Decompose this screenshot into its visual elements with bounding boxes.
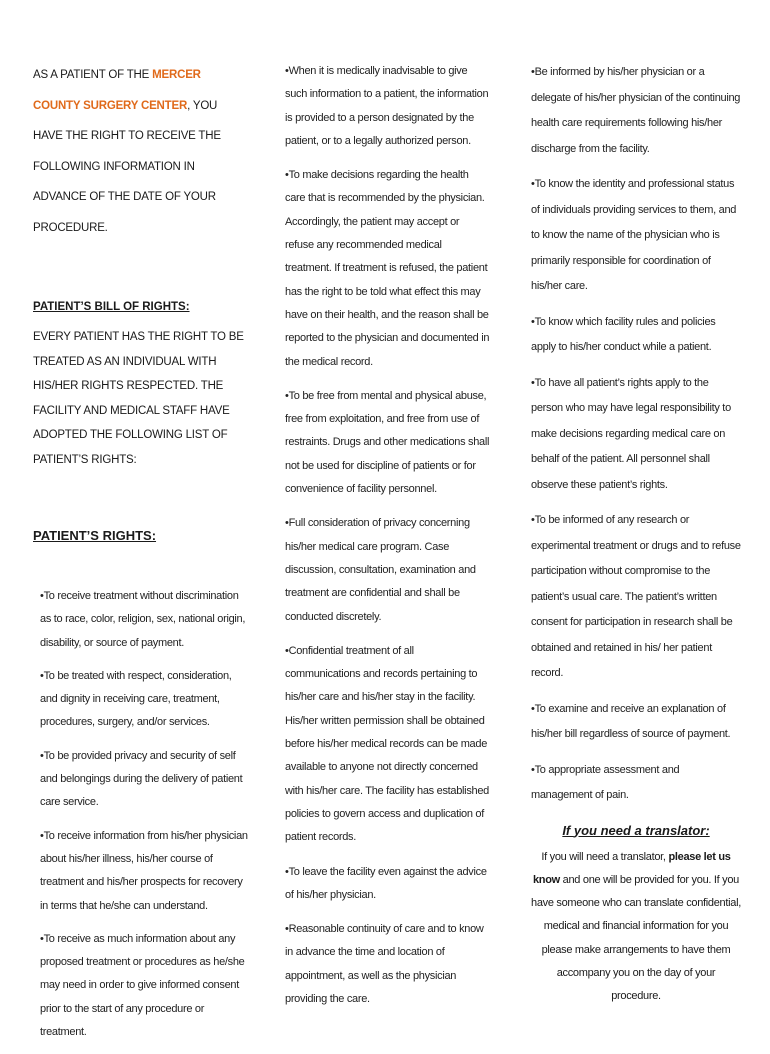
rights-item: • To receive as much information about any proposed treatment or procedures as he/she may need in order to give informed consent prior to the start of any procedure or treatment. <box>40 928 248 1044</box>
bill-of-rights-statement: EVERY PATIENT HAS THE RIGHT TO BE TREATED AS AN INDIVIDUAL WITH HIS/HER RIGHTS RESPECTED. THE FACILITY AND MEDICAL STAFF HAVE ADOPTED THE FOLLOWING LIST OF PATIENT’S RIGHTS: <box>33 331 244 466</box>
rights-item: • When it is medically inadvisable to give such information to a patient, the information is provided to a person designated by the patient, or to a legally authorized person. <box>285 60 490 153</box>
intro-text <box>33 60 248 243</box>
right-column <box>531 60 741 1009</box>
translator-text <box>531 846 741 1009</box>
left-column <box>33 60 248 1054</box>
patient-rights-heading: PATIENT’S RIGHTS: <box>33 528 157 543</box>
rights-item: • Reasonable continuity of care and to know in advance the time and location of appointment, as well as the physician providing the care. <box>285 918 490 1011</box>
rights-item: • To appropriate assessment and management of pain. <box>531 758 741 809</box>
rights-item: • To know the identity and professional status of individuals providing services to them, and to know the name of the physician who is primarily responsible for coordination of his/her care. <box>531 172 741 300</box>
rights-item: • To receive information from his/her physician about his/her illness, his/her course of treatment and his/her prospects for recovery in terms that he/she can understand. <box>40 825 248 918</box>
rights-item: • To know which facility rules and policies apply to his/her conduct while a patient. <box>531 310 741 361</box>
rights-item: • To be treated with respect, consideration, and dignity in receiving care, treatment, procedures, surgery, and/or services. <box>40 665 248 735</box>
facility-name: MERCER COUNTY SURGERY CENTER <box>33 69 201 112</box>
middle-column <box>285 60 490 1022</box>
rights-item: • Be informed by his/her physician or a delegate of his/her physician of the continuing health care requirements following his/her discharge from the facility. <box>531 60 741 162</box>
rights-list-col3 <box>531 60 741 809</box>
translator-heading: If you need a translator: <box>562 822 710 838</box>
rights-item: • To be informed of any research or experimental treatment or drugs and to refuse participation without compromise to the patient’s usual care. The patient’s written consent for participation in research shall be obtained and retained in his/ her patient record. <box>531 508 741 687</box>
rights-list-col2 <box>285 60 490 1011</box>
rights-item: • Full consideration of privacy concerning his/her medical care program. Case discussion, consultation, examination and treatment are confidential and shall be conducted discretely. <box>285 512 490 628</box>
rights-item: • To have all patient’s rights apply to the person who may have legal responsibility to make decisions regarding medical care on behalf of the patient. All personnel shall observe these patient’s rights. <box>531 371 741 499</box>
rights-item: • To examine and receive an explanation of his/her bill regardless of source of payment. <box>531 697 741 748</box>
translator-text-after: and one will be provided for you. If you have someone who can translate confidential, medical and financial information for you please make arrangements to have them accompany you on the day of your procedure. <box>531 873 741 1003</box>
rights-item: • To make decisions regarding the health care that is recommended by the physician. Accordingly, the patient may accept or refuse any recommended medical treatment. If treatment is refused, the patient has the right to be told what effect this may have on their health, and the reason shall be reported to the physician and documented in the medical record. <box>285 164 490 374</box>
intro-prefix: AS A PATIENT OF THE <box>33 69 153 81</box>
rights-item: • Confidential treatment of all communications and records pertaining to his/her care and his/her stay in the facility. His/her written permission shall be obtained before his/her medical records can be made available to anyone not directly concerned with his/her care. The facility has established policies to govern access and duplication of patient records. <box>285 640 490 850</box>
intro-suffix: , YOU HAVE THE RIGHT TO RECEIVE THE FOLLOWING INFORMATION IN ADVANCE OF THE DATE OF YOUR PROCEDURE. <box>33 99 221 234</box>
rights-list-col1 <box>33 585 248 1044</box>
rights-item: • To leave the facility even against the advice of his/her physician. <box>285 861 490 908</box>
rights-item: • To be provided privacy and security of self and belongings during the delivery of patient care service. <box>40 745 248 815</box>
translator-text-before: If you will need a translator, <box>541 850 669 863</box>
bill-of-rights-heading: PATIENT’S BILL OF RIGHTS: <box>33 301 190 313</box>
translator-section <box>531 823 741 1009</box>
translator-emphasis: please let us know <box>532 850 731 886</box>
rights-item: • To be free from mental and physical abuse, free from exploitation, and free from use of restraints. Drugs and other medications shall not be used for discipline of patients or for convenience of facility personnel. <box>285 385 490 501</box>
rights-item: • To receive treatment without discrimination as to race, color, religion, sex, national origin, disability, or source of payment. <box>40 585 248 655</box>
